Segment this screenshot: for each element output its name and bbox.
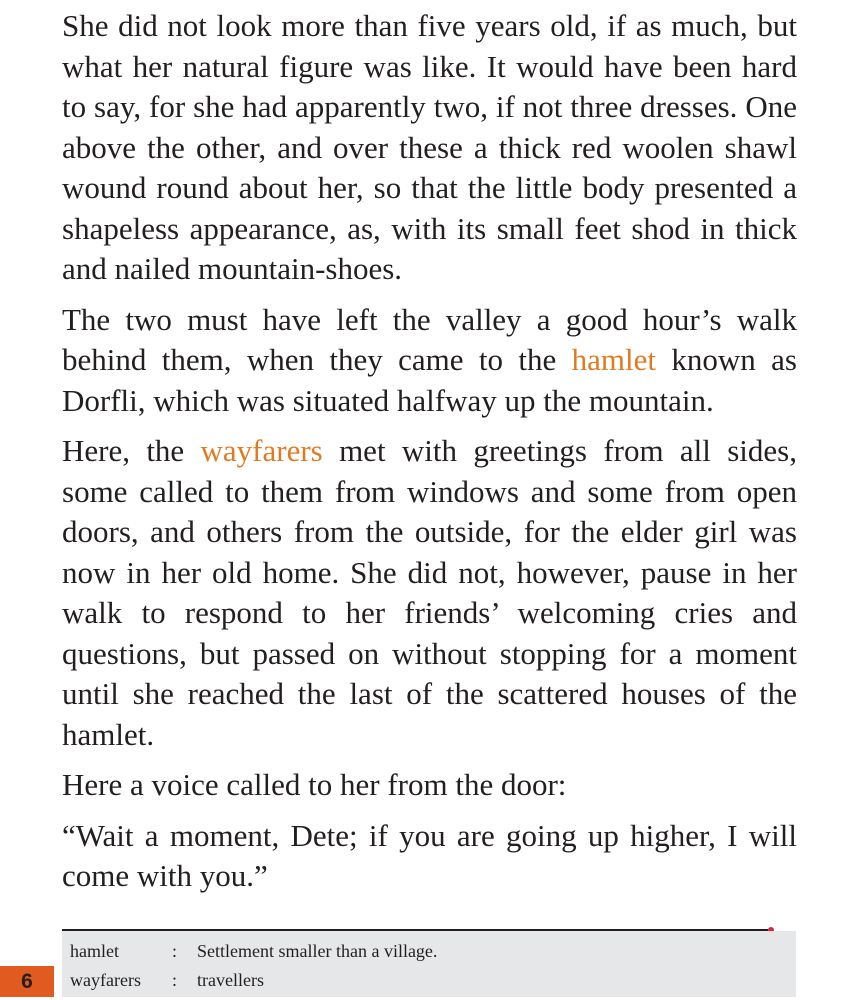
glossary-term: hamlet [70, 941, 119, 961]
paragraph-3-before: Here, the [62, 433, 201, 468]
page-number: 6 [0, 966, 54, 997]
paragraph-1-text: She did not look more than five years old, if as much, but what her natural figure was like. It would have been hard to say, for she had apparently two, if not three dresses. One above the other, and over these a thick red woolen shawl wound round about her, so that the little body presented a shapeless appearance, as, with its small feet shod in thick and nailed mountain-shoes. [62, 8, 797, 286]
paragraph-2-after: known as Dorfli, which was situated halfway up the mountain. [62, 342, 797, 418]
glossary-colon: : [172, 970, 178, 990]
glossary-term-hamlet: hamlet [571, 342, 657, 377]
paragraph-4 [62, 765, 797, 806]
glossary-term: wayfarers [70, 970, 141, 990]
paragraph-4-text: Here a voice called to her from the door: [62, 767, 567, 802]
paragraph-3-after: met with greetings from all sides, some called to them from windows and some from open doors, and others from the outside, for the elder girl was now in her old home. She did not, however, pause in her walk to respond to her friends’ welcoming cries and questions, but passed on without stopping for a moment until she reached the last of the scattered houses of the hamlet. [62, 433, 797, 752]
paragraph-2-before: The two must have left the valley a good hour’s walk behind them, when they came to the [62, 301, 797, 377]
glossary-term-wayfarers: wayfarers [200, 433, 323, 468]
paragraph-2 [62, 300, 797, 422]
paragraph-5 [62, 816, 797, 897]
glossary-colon: : [172, 941, 178, 961]
glossary-definition: travellers [197, 970, 264, 990]
paragraph-1 [62, 6, 797, 290]
story-text [62, 6, 797, 907]
paragraph-3 [62, 431, 797, 755]
glossary-box [62, 931, 796, 997]
paragraph-5-text: “Wait a moment, Dete; if you are going up higher, I will come with you.” [62, 817, 797, 893]
glossary-definition: Settlement smaller than a village. [197, 941, 438, 961]
